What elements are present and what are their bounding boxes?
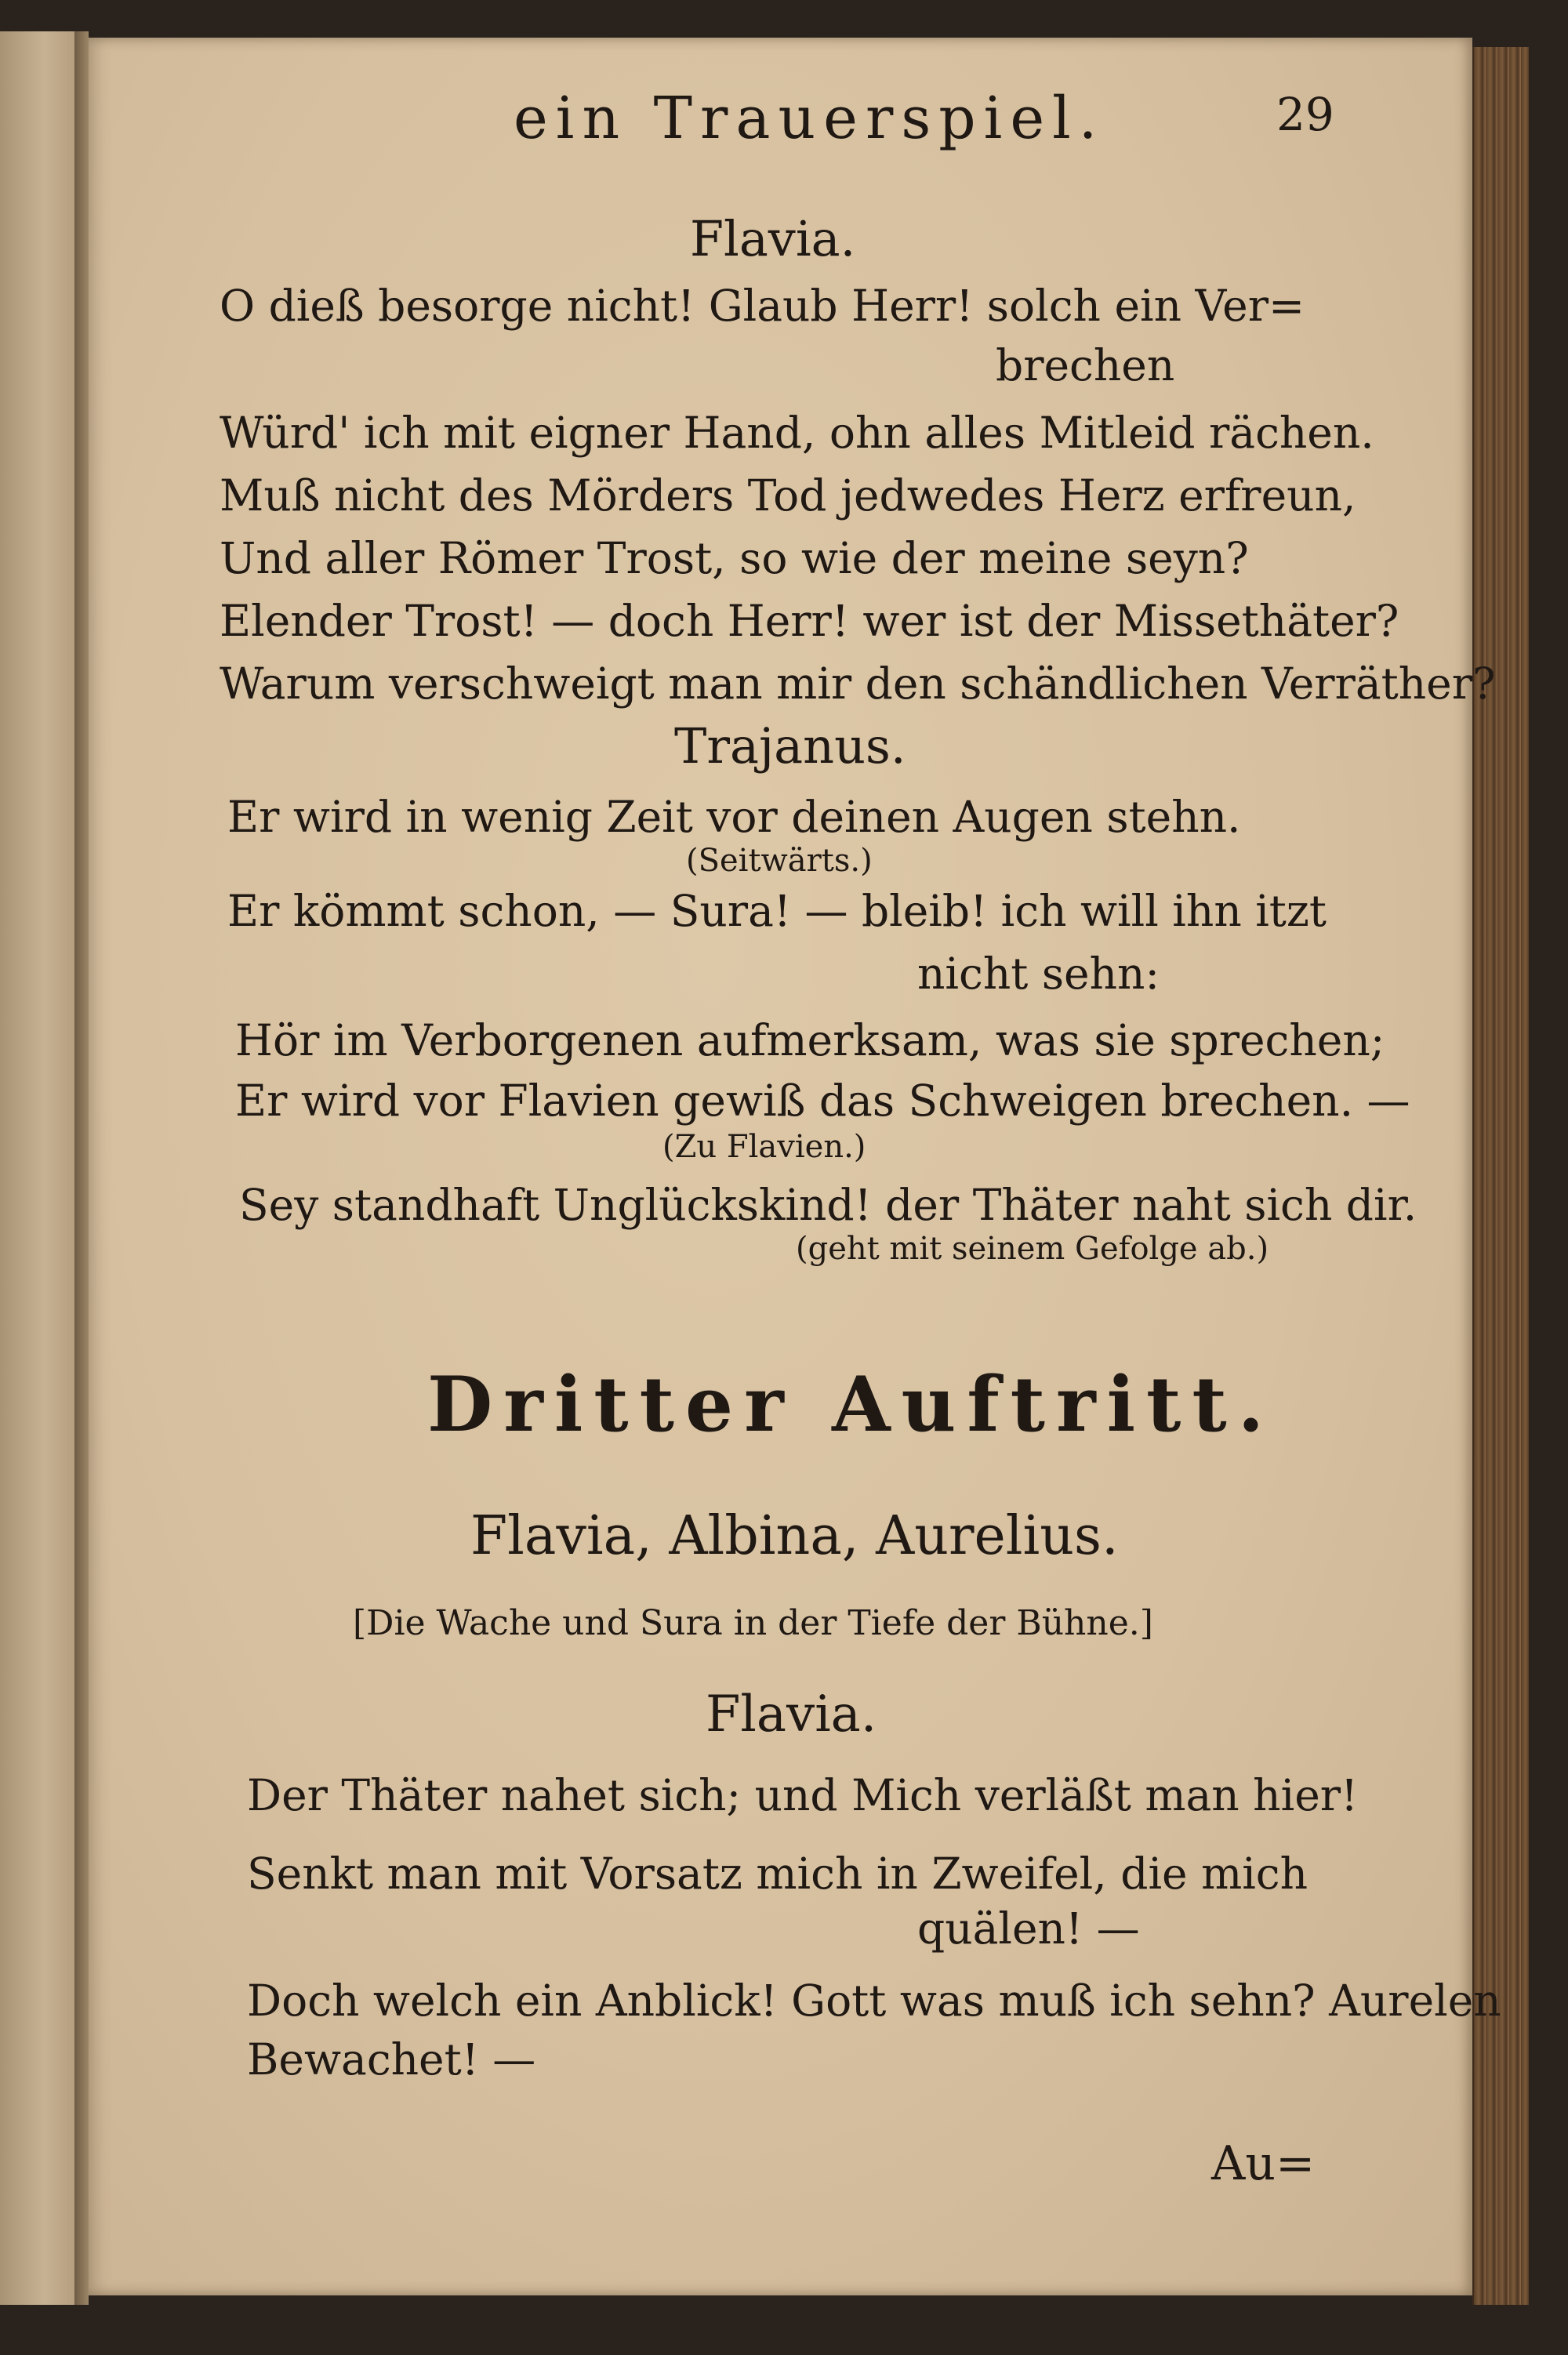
verse-line: Warum verschweigt man mir den schändlichen Verräther? [220,659,1496,709]
speaker-name: Flavia. [690,210,856,267]
verse-line: Er kömmt schon, — Sura! — bleib! ich will ihn itzt [227,886,1327,936]
verse-line-continuation: nicht sehn: [917,949,1160,999]
verse-line: Der Thäter nahet sich; und Mich verläßt man hier! [247,1770,1359,1820]
verse-line-continuation: brechen [996,340,1175,390]
facing-page-edge [0,31,76,2305]
book-gutter [74,31,89,2305]
verse-line: Elender Trost! — doch Herr! wer ist der Missethäter? [220,596,1399,646]
character-list: Flavia, Albina, Aurelius. [470,1505,1119,1567]
speaker-name: Trajanus. [674,717,906,775]
catchword: Au= [1211,2136,1316,2191]
verse-line: Er wird vor Flavien gewiß das Schweigen brechen. — [235,1076,1410,1126]
scene-title: Dritter Auftritt. [427,1360,1276,1449]
book-page [89,38,1472,2295]
stage-direction: (geht mit seinem Gefolge ab.) [796,1231,1269,1267]
verse-line: Würd' ich mit eigner Hand, ohn alles Mitleid rächen. [220,408,1374,458]
verse-line: O dieß besorge nicht! Glaub Herr! solch ein Ver= [220,281,1305,331]
speaker-name: Flavia. [706,1686,877,1744]
verse-line: Muß nicht des Mörders Tod jedwedes Herz erfreun, [220,470,1356,521]
verse-line: Senkt man mit Vorsatz mich in Zweifel, die mich [247,1849,1308,1899]
verse-line: Hör im Verborgenen aufmerksam, was sie sprechen; [235,1015,1385,1065]
page-number: 29 [1276,88,1334,141]
running-head: ein Trauerspiel. [514,85,1105,152]
verse-line: Doch welch ein Anblick! Gott was muß ich sehn? Aurelen [247,1976,1501,2026]
stage-direction: (Zu Flavien.) [662,1129,866,1165]
page-edge-stack [1472,47,1529,2305]
verse-line: Bewachet! — [247,2034,536,2085]
verse-line: Sey standhaft Unglückskind! der Thäter naht sich dir. [239,1180,1417,1230]
verse-line: Und aller Römer Trost, so wie der meine seyn? [220,533,1249,583]
verse-line: Er wird in wenig Zeit vor deinen Augen stehn. [227,792,1241,842]
stage-direction: [Die Wache und Sura in der Tiefe der Bühne.] [353,1603,1153,1643]
stage-direction: (Seitwärts.) [686,843,873,879]
verse-line-continuation: quälen! — [917,1903,1140,1954]
